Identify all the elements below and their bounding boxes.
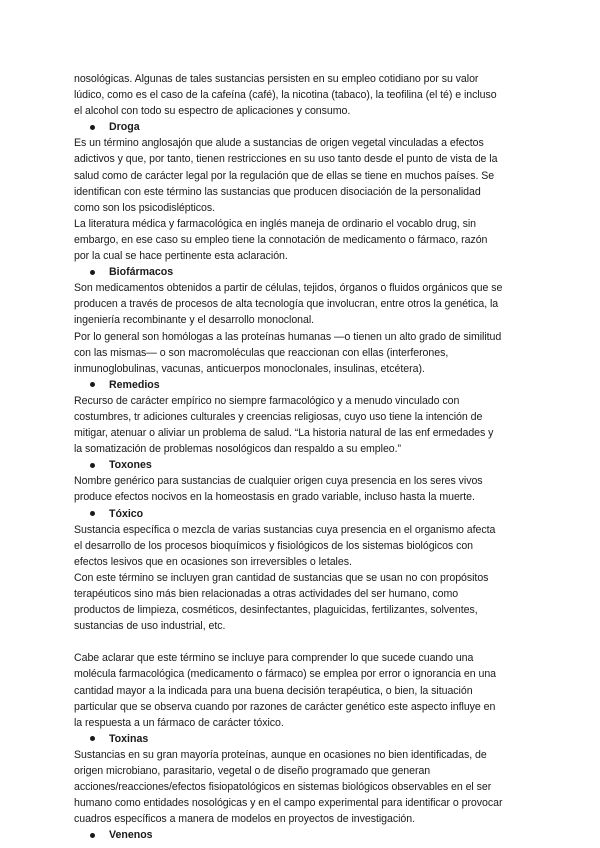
paragraph: [74, 650, 530, 730]
text-line: acciones/reacciones/efectos fisiopatológicos en sistemas biológicos observables en el ser: [74, 781, 492, 794]
text-line: identifican con este término las sustancias que producen disociación de la personalidad: [74, 185, 481, 198]
bullet-icon: [90, 511, 95, 516]
text-line: la somatización de problemas nosológicos dan respaldo a su empleo.”: [74, 443, 402, 456]
text-line: ingeniería recombinante y el desarrollo monoclonal.: [74, 314, 315, 327]
text-line: cuadros específicos a manera de modelos en proyectos de investigación.: [74, 813, 415, 826]
text-line: La literatura médica y farmacológica en inglés maneja de ordinario el vocablo drug, sin: [74, 217, 476, 230]
paragraph: [74, 393, 530, 457]
text-line: como son los psicodislépticos.: [74, 201, 215, 214]
heading-text: Toxones: [109, 459, 152, 472]
text-line: humano como entidades nosológicas y en el campo experimental para identificar o provocar: [74, 797, 503, 810]
bullet-icon: [90, 736, 95, 741]
text-line: Con este término se incluyen gran cantidad de sustancias que se usan no con propósitos: [74, 571, 489, 584]
text-line: Por lo general son homólogas a las proteínas humanas —o tienen un alto grado de similitud: [74, 330, 502, 343]
paragraph: [74, 71, 530, 119]
text-line: Sustancias en su gran mayoría proteínas, aunque en ocasiones no bien identificadas, de: [74, 748, 487, 761]
text-line: mitigar, atenuar o aliviar un problema de salud. “La historia natural de las enf ermedades y: [74, 427, 494, 440]
text-line: Son medicamentos obtenidos a partir de células, tejidos, órganos o fluidos orgánicos que se: [74, 282, 503, 295]
text-line: produce efectos nocivos en la homeostasis en grado variable, incluso hasta la muerte.: [74, 491, 475, 504]
text-line: salud como de carácter legal por la regulación que de ellas se tiene en muchos países. Se: [74, 169, 495, 182]
heading-text: Remedios: [109, 378, 160, 391]
text-line: inmunoglobulinas, vacunas, anticuerpos monoclonales, insulinas, etcétera).: [74, 362, 425, 375]
text-line: molécula farmacológica (medicamento o fármaco) se emplea por error o ignorancia en una: [74, 668, 497, 681]
text-line: con las mismas— o son macromoléculas que reaccionan con ellas (interferones,: [74, 346, 449, 359]
text-line: la respuesta a un fármaco de carácter tóxico.: [74, 716, 284, 729]
text-line: Cabe aclarar que este término se incluye para comprender lo que sucede cuando una: [74, 652, 474, 665]
text-line: particular que se observa cuando por razones de carácter genético este aspecto influye en: [74, 700, 496, 713]
text-line: embargo, en ese caso su empleo tiene la connotación de medicamento o fármaco, razón: [74, 233, 488, 246]
text-line: sustancias de uso industrial, etc.: [74, 620, 226, 633]
text-line: el alcohol con todo su espectro de aplicaciones y consumo.: [74, 105, 351, 118]
heading-text: Venenos: [109, 829, 153, 842]
text-line: costumbres, tr adiciones culturales y creencias religiosas, cuyo uso tiene la intención de: [74, 410, 483, 423]
paragraph: [74, 473, 530, 505]
heading-text: Biofármacos: [109, 266, 174, 279]
text-line: el desarrollo de los procesos bioquímicos y fisiológicos de los sistemas biológicos con: [74, 539, 473, 552]
text-line: Recurso de carácter empírico no siempre farmacológico y a menudo vinculado con: [74, 394, 460, 407]
text-line: producen a través de procesos de alta tecnología que involucran, entre otros la genética, la: [74, 298, 499, 311]
text-line: Nombre genérico para sustancias de cualquier origen cuya presencia en los seres vivos: [74, 475, 483, 488]
heading-text: Tóxico: [109, 507, 144, 520]
bullet-icon: [90, 833, 95, 838]
heading-text: Toxinas: [109, 732, 149, 745]
text-line: adictivos y que, por tanto, tienen restricciones en su uso tanto desde el punto de vista de la: [74, 153, 498, 166]
paragraph: [74, 280, 530, 377]
heading-venenos: [74, 827, 530, 843]
bullet-icon: [90, 270, 95, 275]
heading-toxones: [74, 457, 530, 473]
bullet-icon: [90, 382, 95, 387]
text-line: cantidad mayor a la indicada para una buena decisión terapéutica, o bien, la situación: [74, 684, 473, 697]
text-line: origen microbiano, parasitario, vegetal o de diseño programado que generan: [74, 765, 431, 778]
heading-biofarmacos: [74, 264, 530, 280]
text-line: terapéuticos sino más bien relacionadas a otras actividades del ser humano, como: [74, 588, 459, 600]
heading-toxico: [74, 506, 530, 522]
blank-line: [74, 634, 530, 650]
text-line: lúdico, como es el caso de la cafeína (café), la nicotina (tabaco), la teofilina (el té) e incluso: [74, 89, 497, 102]
text-line: efectos lesivos que en ocasiones son irreversibles o letales.: [74, 555, 352, 568]
paragraph: [74, 747, 530, 827]
text-line: Es un término anglosajón que alude a sustancias de origen vegetal vinculadas a efectos: [74, 137, 484, 150]
heading-text: Droga: [109, 121, 140, 134]
heading-remedios: [74, 377, 530, 393]
bullet-icon: [90, 125, 95, 130]
heading-droga: [74, 119, 530, 135]
text-line: nosológicas. Algunas de tales sustancias persisten en su empleo cotidiano por su valor: [74, 73, 479, 85]
text-line: productos de limpieza, cosméticos, desinfectantes, plaguicidas, fertilizantes, solventes,: [74, 604, 478, 617]
paragraph: [74, 135, 530, 264]
text-line: Sustancia específica o mezcla de varias sustancias cuya presencia en el organismo afecta: [74, 523, 496, 536]
text-line: por la cual se hace pertinente esta aclaración.: [74, 250, 288, 263]
paragraph: [74, 522, 530, 635]
bullet-icon: [90, 463, 95, 468]
heading-toxinas: [74, 731, 530, 747]
